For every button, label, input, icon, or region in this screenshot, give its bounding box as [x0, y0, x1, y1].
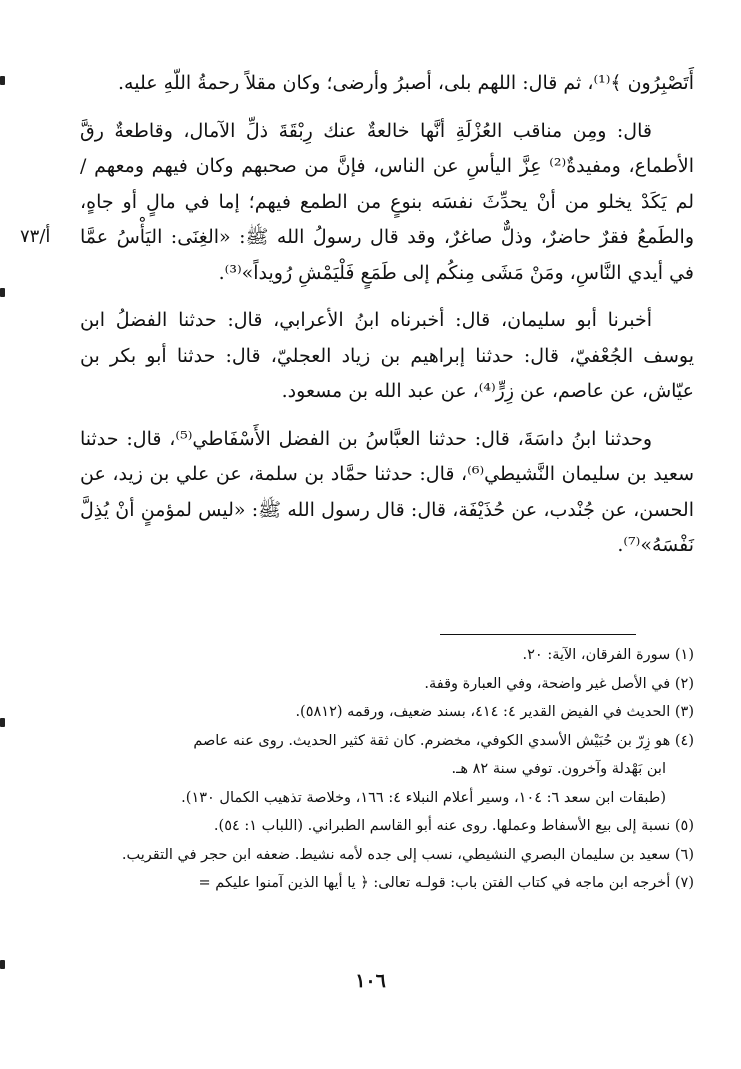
footnote-text: في الأصل غير واضحة، وفي العبارة وقفة.	[424, 675, 671, 692]
footnote-text: هو زِرّ بن حُبَيْش الأسدي الكوفي، مخضرم. كان ثقة كثير الحديث. روى عنه عاصم	[193, 732, 671, 749]
footnote-number: (٢)	[674, 675, 694, 692]
footnote-text: أخرجه ابن ماجه في كتاب الفتن باب: قولـه تعالى: ﴿ يا أيها الذين آمنوا عليكم =	[198, 875, 671, 891]
footnote-text: (طبقات ابن سعد ٦: ١٠٤، وسير أعلام النبلاء ٤: ١٦٦، وخلاصة تذهيب الكمال ١٣٠).	[181, 789, 666, 806]
footnote-number: (٦)	[674, 846, 694, 863]
paragraph-4: وحدثنا ابنُ داسَةَ، قال: حدثنا العبَّاسُ بن الفضل الأَسْفَاطي⁽⁵⁾، قال: حدثنا سعيد بن سليمان النَّشيطي⁽⁶⁾، قال: حدثنا حمَّاد بن سلمة، عن علي بن زيد، عن الحسن، عن جُنْدب، عن حُذَيْفَة، قال: قال رسول الله ﷺ: «ليس لمؤمنٍ أنْ يُذِلَّ نَفْسَهُ»⁽⁷⁾.	[80, 427, 694, 556]
manuscript-folio-note: أ/٧٣	[20, 226, 51, 247]
footnote-text: نسبة إلى بيع الأسفاط وعملها. روى عنه أبو القاسم الطبراني. (اللباب ١: ٥٤).	[213, 818, 671, 834]
footnote-3	[80, 698, 694, 727]
footnote-5	[80, 812, 694, 841]
footnote-number: (٣)	[674, 704, 694, 720]
footnote-7	[80, 869, 694, 898]
page-number: ١٠٦	[355, 970, 386, 992]
footnote-2	[80, 670, 694, 699]
paragraph-1: أَتَصْبِرُون ﴾⁽¹⁾، ثم قال: اللهم بلى، أصبرُ وأرضى؛ وكان مقلاً رحمةُ اللّهِ عليه.	[118, 72, 694, 94]
paragraph-2: قال: ومِن مناقب العُزْلَةِ أنَّها خالعةٌ عنك رِبْقَةَ ذلِّ الآمال، وقاطعةٌ رقَّ الأطماع، ومفيدةٌ⁽²⁾ عِزَّ اليأسِ عن الناس، فإنَّ من صحبهم وكان فيهم ومعهم / لم يَكَدْ يخلو من أنْ يحدِّثَ نفسَه بنوعٍ من الطمع فيهم؛ إما في مالٍ أو جاهٍ، والطَمعُ فقرٌ حاضرٌ، وذلٌّ صاغرٌ، وقد قال رسولُ الله ﷺ: «الغِنَى: اليَأْسُ عمَّا في أيدي النَّاسِ، ومَنْ مَشَى مِنكُم إلى طَمَعٍ فَلْيَمْشِ رُويداً»⁽³⁾.	[80, 119, 694, 284]
scan-edge-mark	[0, 76, 5, 85]
footnote-number: (٤)	[674, 732, 694, 749]
scan-edge-mark	[0, 718, 5, 727]
footnote-text: سعيد بن سليمان البصري النشيطي، نسب إلى جده لأمه نشيط. ضعفه ابن حجر في التقريب.	[121, 846, 671, 863]
footnote-4	[80, 727, 694, 784]
footnote-number: (٧)	[674, 875, 694, 891]
scan-edge-mark	[0, 960, 5, 969]
footnote-separator	[440, 634, 636, 635]
footnote-continuation: ابن بَهْدلة وآخرون. توفي سنة ٨٢ هـ.	[451, 761, 666, 777]
footnote-1	[80, 641, 694, 670]
main-text	[80, 66, 694, 564]
footnote-text: سورة الفرقان، الآية: ٢٠.	[522, 647, 671, 663]
footnote-number: (١)	[674, 647, 694, 663]
footnote-6	[80, 841, 694, 870]
scan-edge-mark	[0, 288, 5, 297]
footnote-4-sources	[80, 784, 694, 813]
footnote-number: (٥)	[674, 818, 694, 834]
paragraph-3: أخبرنا أبو سليمان، قال: أخبرناه ابنُ الأعرابي، قال: حدثنا الفضلُ ابن يوسف الجُعْفيّ، قال: حدثنا إبراهيم بن زياد العجليّ، قال: حدثنا أبو بكر بن عيّاش، عن عاصم، عن زِرٍّ⁽⁴⁾، عن عبد الله بن مسعود.	[80, 309, 694, 402]
footnote-text: الحديث في الفيض القدير ٤: ٤١٤، بسند ضعيف، ورقمه (٥٨١٢).	[295, 704, 671, 720]
footnotes	[80, 641, 694, 898]
